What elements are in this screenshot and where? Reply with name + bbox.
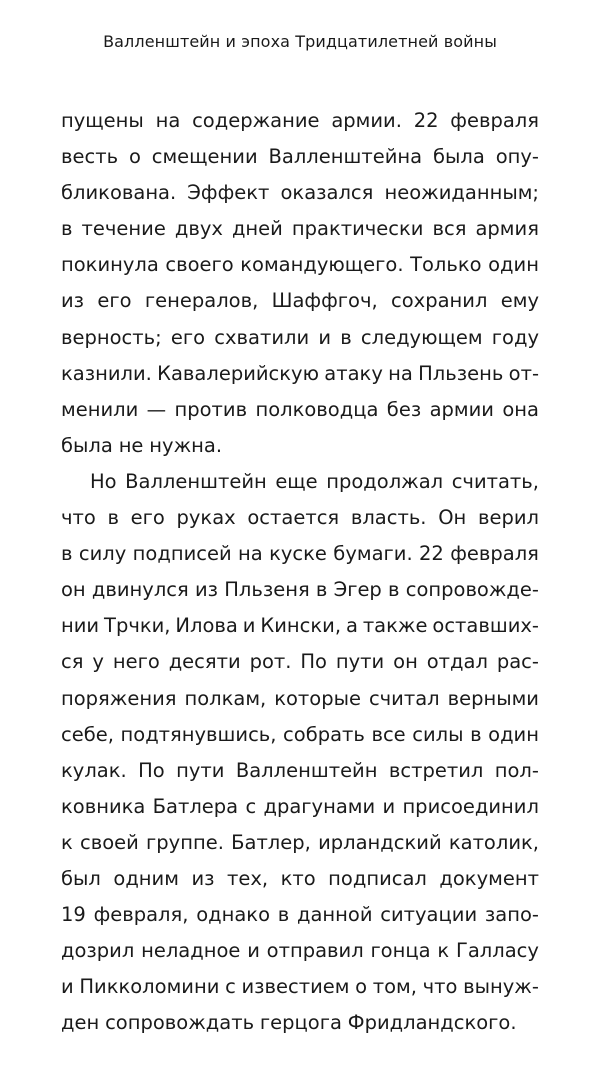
text-line: что в его руках остается власть. Он верил [61, 506, 539, 530]
running-header: Валленштейн и эпоха Тридцатилетней войны [103, 32, 497, 51]
text-line: себе, подтянувшись, собрать все силы в один [61, 722, 539, 746]
text-line: ковника Батлера с драгунами и присоединил [61, 794, 539, 818]
text-line: к своей группе. Батлер, ирландский католик, [61, 830, 539, 854]
text-line: кулак. По пути Валленштейн встретил пол- [61, 758, 539, 782]
text-line: и Пикколомини с известием о том, что вынуж- [61, 975, 539, 999]
text-line: покинула своего командующего. Только один [61, 253, 539, 277]
text-line: Но Валленштейн еще продолжал считать, [90, 469, 539, 493]
text-line: весть о смещении Валленштейна была опу- [61, 145, 539, 169]
text-line: он двинулся из Пльзеня в Эгер в сопровожде- [61, 578, 539, 602]
text-line: в силу подписей на куске бумаги. 22 февраля [61, 542, 539, 566]
text-line: ден сопровождать герцога Фридландского. [61, 1011, 517, 1035]
text-line: была не нужна. [61, 433, 223, 457]
text-line: из его генералов, Шаффгоч, сохранил ему [61, 289, 539, 313]
text-line: в течение двух дней практически вся армия [61, 217, 539, 241]
text-line: был одним из тех, кто подписал документ [61, 866, 539, 890]
text-line: поряжения полкам, которые считал верными [61, 686, 539, 710]
text-line: нии Трчки, Илова и Кински, а также оставших- [61, 614, 539, 638]
text-line: 19 февраля, однако в данной ситуации запо- [61, 903, 539, 927]
body-text [61, 103, 539, 1041]
text-line: бликована. Эффект оказался неожиданным; [61, 181, 539, 205]
text-line: пущены на содержание армии. 22 февраля [61, 109, 539, 132]
text-line: менили — против полководца без армии она [61, 397, 539, 421]
text-line: дозрил неладное и отправил гонца к Галласу [61, 939, 539, 963]
text-line: ся у него десяти рот. По пути он отдал рас- [61, 650, 539, 674]
text-line: казнили. Кавалерийскую атаку на Пльзень от- [61, 361, 539, 385]
text-line: верность; его схватили и в следующем году [61, 325, 539, 349]
